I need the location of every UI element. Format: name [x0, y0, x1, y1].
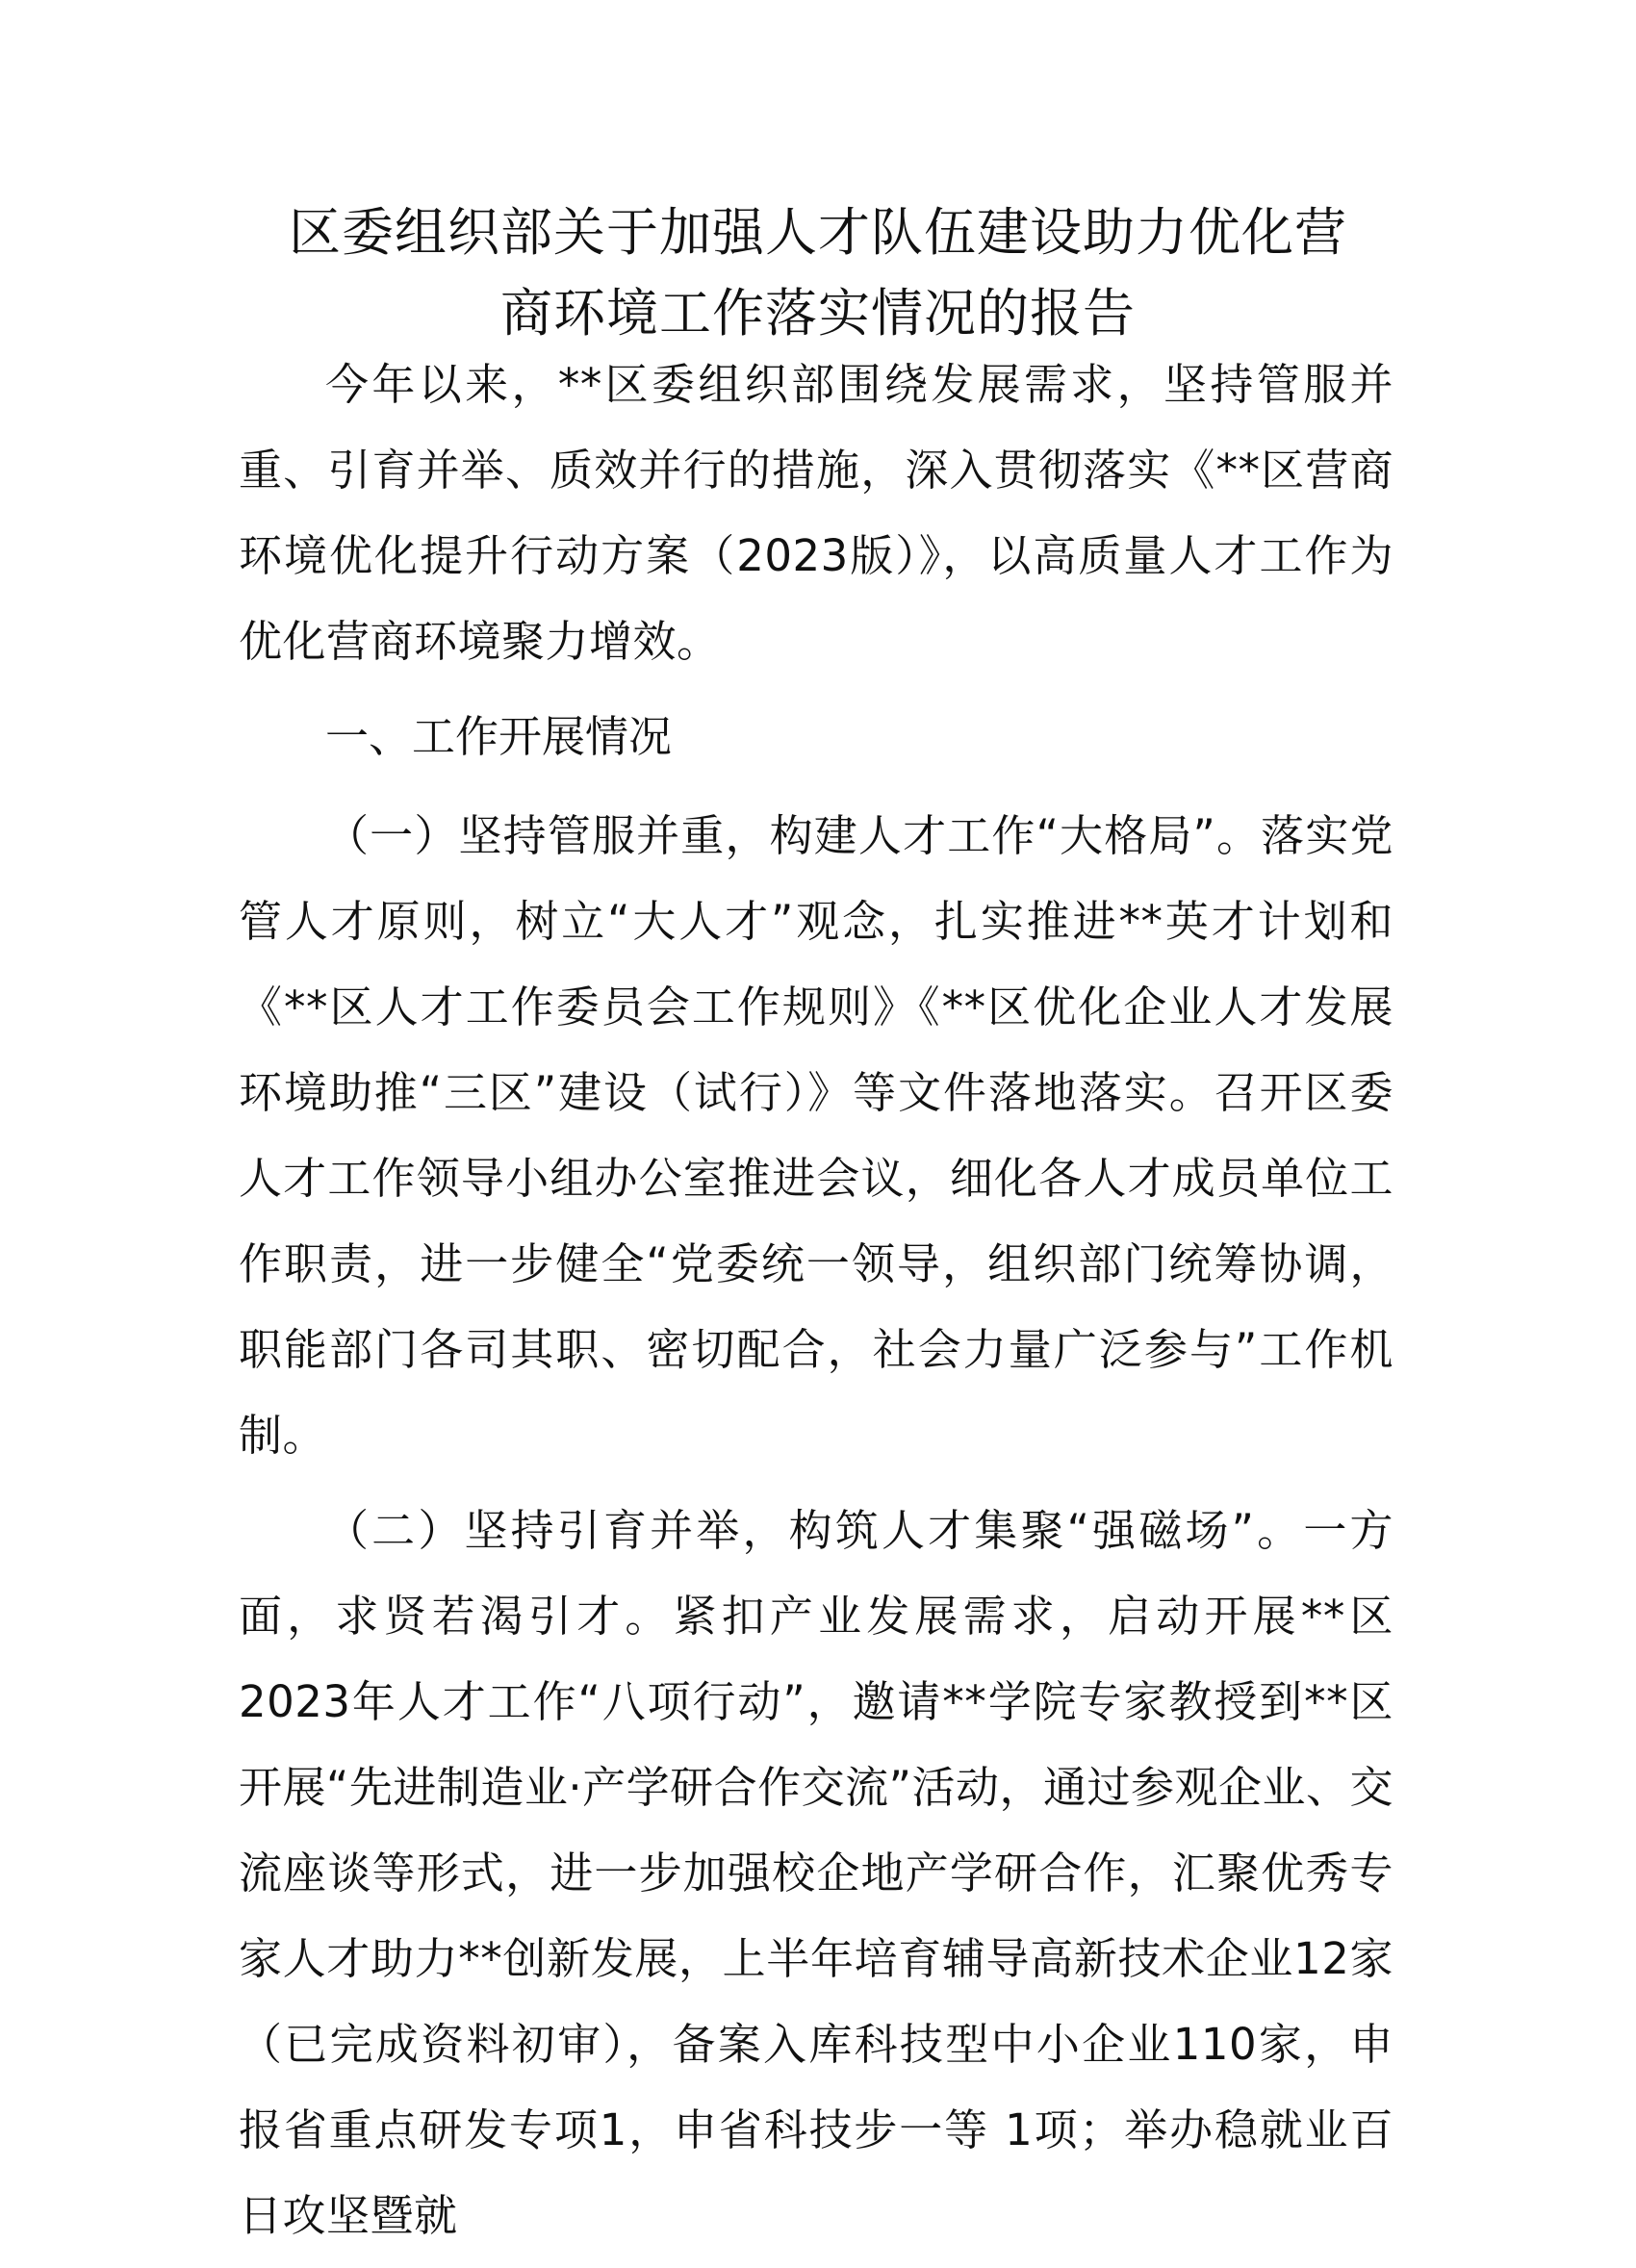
- intro-paragraph: 今年以来，**区委组织部围绕发展需求，坚持管服并重、引育并举、质效并行的措施，深入贯彻落实《**区营商环境优化提升行动方案（2023版）》，以高质量人才工作为优化营商环境聚力增效。: [239, 359, 1393, 667]
- document-body: [239, 342, 1393, 2268]
- title-line-2: 商环境工作落实情况的报告: [500, 283, 1136, 344]
- title-line-1: 区委组织部关于加强人才队伍建设助力优化营: [289, 202, 1347, 263]
- body-paragraph-2: （二）坚持引育并举，构筑人才集聚“强磁场”。一方面，求贤若渴引才。紧扣产业发展需求，启动开展**区2023年人才工作“八项行动”，邀请**学院专家教授到**区开展“先进制造业·产学研合作交流”活动，通过参观企业、交流座谈等形式，进一步加强校企地产学研合作，汇聚优秀专家人才助力**创新发展，上半年培育辅导高新技术企业12家（已完成资料初审），备案入库科技型中小企业110家，申报省重点研发专项1，申省科技步一等 1项；举办稳就业百日攻坚暨就: [239, 1505, 1393, 2241]
- document-title: [221, 192, 1415, 354]
- section-heading: 一、工作开展情况: [325, 711, 673, 762]
- body-paragraph-1: （一）坚持管服并重，构建人才工作“大格局”。落实党管人才原则，树立“大人才”观念，扎实推进**英才计划和《**区人才工作委员会工作规则》《**区优化企业人才发展环境助推“三区”建设（试行）》等文件落地落实。召开区委人才工作领导小组办公室推进会议，细化各人才成员单位工作职责，进一步健全“党委统一领导，组织部门统筹协调，职能部门各司其职、密切配合，社会力量广泛参与”工作机制。: [239, 810, 1393, 1461]
